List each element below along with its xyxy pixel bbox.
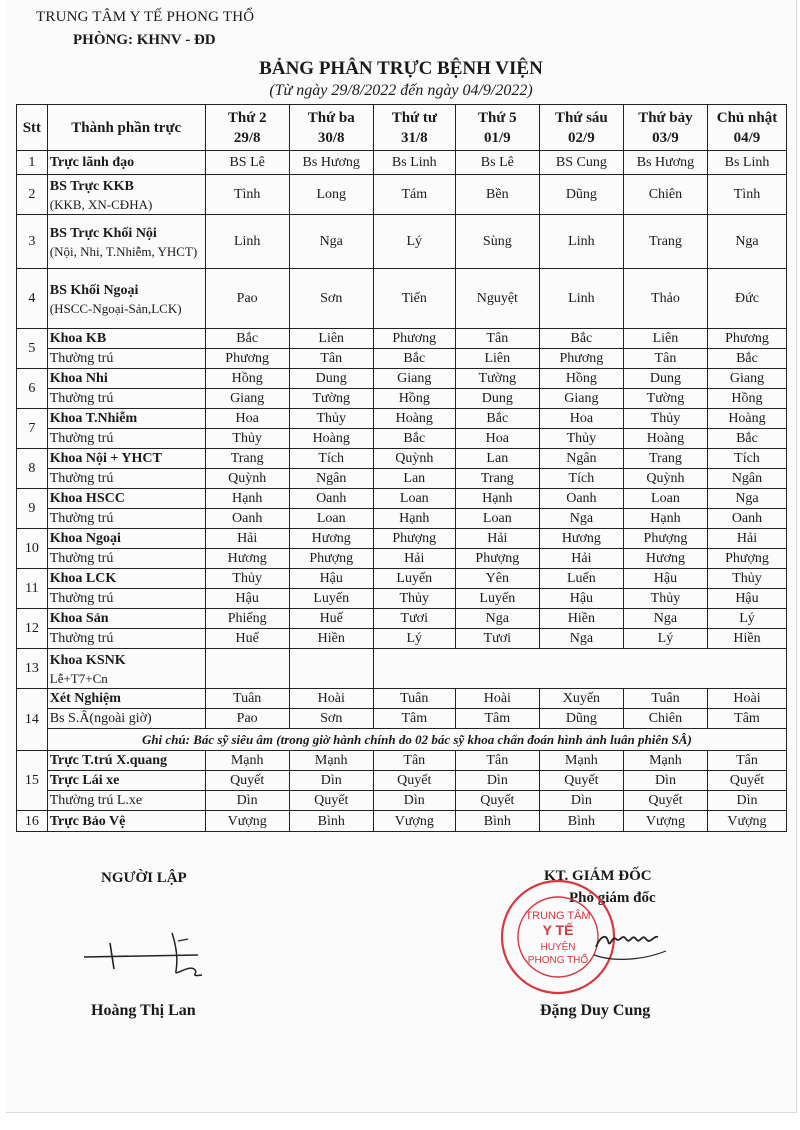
duty-cell: BS Lê bbox=[205, 151, 289, 175]
table-row bbox=[17, 389, 787, 409]
duty-cell bbox=[205, 649, 289, 689]
duty-cell: Lý bbox=[373, 629, 455, 649]
role-label: Khoa T.Nhiễm bbox=[47, 409, 205, 429]
role-label: Khoa HSCC bbox=[47, 489, 205, 509]
stt-cell: 6 bbox=[17, 369, 48, 409]
duty-cell: Lan bbox=[455, 449, 539, 469]
department-name: PHÒNG: KHNV - ĐD bbox=[73, 32, 216, 48]
duty-cell: Thủy bbox=[539, 429, 623, 449]
duty-cell: Hậu bbox=[289, 569, 373, 589]
duty-cell: Hải bbox=[455, 529, 539, 549]
duty-cell: Giang bbox=[205, 389, 289, 409]
duty-cell: Hoàng bbox=[707, 409, 786, 429]
stt-cell: 10 bbox=[17, 529, 48, 569]
duty-cell: Phượng bbox=[373, 529, 455, 549]
table-row bbox=[17, 349, 787, 369]
duty-cell: Tâm bbox=[373, 709, 455, 729]
duty-cell: Vượng bbox=[623, 811, 707, 832]
duty-cell: Oanh bbox=[205, 509, 289, 529]
duty-cell: Loan bbox=[623, 489, 707, 509]
stamp-line: TRUNG TÂM bbox=[525, 910, 591, 922]
duty-cell: Nga bbox=[539, 629, 623, 649]
duty-cell: Tuân bbox=[623, 689, 707, 709]
duty-cell: Dũng bbox=[539, 175, 623, 215]
duty-cell: Hạnh bbox=[623, 509, 707, 529]
duty-cell: Ngân bbox=[289, 469, 373, 489]
stt-cell: 12 bbox=[17, 609, 48, 649]
duty-cell: Hiền bbox=[539, 609, 623, 629]
table-row bbox=[17, 409, 787, 429]
duty-cell: Quyết bbox=[623, 791, 707, 811]
duty-cell: Bình bbox=[539, 811, 623, 832]
organization-name: TRUNG TÂM Y TẾ PHONG THỔ bbox=[36, 9, 255, 25]
duty-cell: Hiền bbox=[707, 629, 786, 649]
duty-cell: Pao bbox=[205, 709, 289, 729]
duty-cell: Thủy bbox=[623, 589, 707, 609]
duty-cell: Dìn bbox=[539, 791, 623, 811]
duty-cell: Nguyệt bbox=[455, 269, 539, 329]
duty-cell: Giang bbox=[707, 369, 786, 389]
duty-cell: Hương bbox=[623, 549, 707, 569]
day-header: Thứ 5 01/9 bbox=[455, 105, 539, 151]
duty-cell: Thủy bbox=[289, 409, 373, 429]
duty-cell: Bắc bbox=[455, 409, 539, 429]
duty-cell: Thủy bbox=[205, 569, 289, 589]
duty-cell: Hải bbox=[373, 549, 455, 569]
duty-cell: Tường bbox=[455, 369, 539, 389]
duty-cell: Luyến bbox=[455, 589, 539, 609]
duty-cell: Tuân bbox=[373, 689, 455, 709]
duty-cell: Giang bbox=[373, 369, 455, 389]
duty-cell: Bắc bbox=[539, 329, 623, 349]
role-sublabel: Thường trú bbox=[47, 549, 205, 569]
preparer-signature bbox=[76, 925, 226, 985]
duty-cell: Hậu bbox=[539, 589, 623, 609]
role-label: Trực Bảo Vệ bbox=[47, 811, 205, 832]
role-label: Khoa Nhi bbox=[47, 369, 205, 389]
preparer-title: NGƯỜI LẬP bbox=[101, 870, 187, 886]
duty-cell: Tích bbox=[539, 469, 623, 489]
stt-cell: 13 bbox=[17, 649, 48, 689]
role-sublabel: Thường trú bbox=[47, 389, 205, 409]
role-label: Trực Lái xe bbox=[47, 771, 205, 791]
duty-cell: Long bbox=[289, 175, 373, 215]
duty-cell: Bắc bbox=[373, 349, 455, 369]
duty-cell: Quyết bbox=[539, 771, 623, 791]
duty-cell: Bắc bbox=[707, 429, 786, 449]
role-label: Khoa Nội + YHCT bbox=[47, 449, 205, 469]
duty-cell: Tươi bbox=[455, 629, 539, 649]
duty-cell: Ngân bbox=[707, 469, 786, 489]
stt-cell: 11 bbox=[17, 569, 48, 609]
duty-cell: Bs Hương bbox=[289, 151, 373, 175]
role-label: BS Trực KKB (KKB, XN-CĐHA) bbox=[47, 175, 205, 215]
role-label: Trực lãnh đạo bbox=[47, 151, 205, 175]
director-title: KT. GIÁM ĐỐC bbox=[544, 868, 652, 884]
duty-cell: Hoa bbox=[455, 429, 539, 449]
role-label: Khoa KB bbox=[47, 329, 205, 349]
duty-cell: Loan bbox=[373, 489, 455, 509]
date-range: (Từ ngày 29/8/2022 đến ngày 04/9/2022) bbox=[269, 82, 533, 99]
duty-cell: Bắc bbox=[373, 429, 455, 449]
duty-cell: Mạnh bbox=[539, 751, 623, 771]
duty-cell: Phượng bbox=[289, 549, 373, 569]
duty-cell: Hậu bbox=[707, 589, 786, 609]
duty-cell: Oanh bbox=[289, 489, 373, 509]
duty-cell: Tường bbox=[623, 389, 707, 409]
duty-cell: Quỳnh bbox=[373, 449, 455, 469]
duty-cell: Hoài bbox=[289, 689, 373, 709]
table-row bbox=[17, 709, 787, 729]
duty-cell: Quyết bbox=[707, 771, 786, 791]
director-subtitle: Phó giám đốc bbox=[569, 890, 656, 906]
duty-cell: Hải bbox=[539, 549, 623, 569]
duty-cell: Trang bbox=[205, 449, 289, 469]
duty-cell: Dìn bbox=[373, 791, 455, 811]
role-label: Xét Nghiệm bbox=[47, 689, 205, 709]
stt-header: Stt bbox=[17, 105, 48, 151]
role-label: BS Trực Khối Nội (Nội, Nhi, T.Nhiễm, YHCT) bbox=[47, 215, 205, 269]
duty-cell: Linh bbox=[205, 215, 289, 269]
duty-cell: Hoàng bbox=[373, 409, 455, 429]
duty-cell: Tân bbox=[455, 329, 539, 349]
duty-cell: Nga bbox=[539, 509, 623, 529]
duty-cell: Mạnh bbox=[205, 751, 289, 771]
stamp-line: Y TẾ bbox=[542, 922, 574, 938]
stt-cell: 1 bbox=[17, 151, 48, 175]
duty-cell: Thảo bbox=[623, 269, 707, 329]
duty-cell: Vượng bbox=[707, 811, 786, 832]
duty-cell: Ngân bbox=[539, 449, 623, 469]
duty-cell: Dìn bbox=[455, 771, 539, 791]
table-row bbox=[17, 509, 787, 529]
role-label: Khoa LCK bbox=[47, 569, 205, 589]
duty-cell: Hiền bbox=[289, 629, 373, 649]
stt-cell: 14 bbox=[17, 689, 48, 751]
stt-cell: 9 bbox=[17, 489, 48, 529]
duty-cell: Loan bbox=[289, 509, 373, 529]
table-row bbox=[17, 429, 787, 449]
stt-cell: 5 bbox=[17, 329, 48, 369]
duty-cell: Đức bbox=[707, 269, 786, 329]
duty-cell: Tích bbox=[289, 449, 373, 469]
duty-cell: Liên bbox=[623, 329, 707, 349]
stt-cell: 3 bbox=[17, 215, 48, 269]
role-sublabel: Thường trú bbox=[47, 589, 205, 609]
duty-cell: Tân bbox=[289, 349, 373, 369]
stt-cell: 4 bbox=[17, 269, 48, 329]
duty-cell: Nga bbox=[707, 215, 786, 269]
stamp-line: HUYỆN bbox=[540, 942, 576, 953]
duty-cell: Quyết bbox=[455, 791, 539, 811]
table-row bbox=[17, 469, 787, 489]
duty-cell: Chiên bbox=[623, 709, 707, 729]
duty-cell: Xuyến bbox=[539, 689, 623, 709]
duty-cell: Thủy bbox=[205, 429, 289, 449]
duty-cell: Bs Lê bbox=[455, 151, 539, 175]
duty-cell: Hồng bbox=[539, 369, 623, 389]
duty-cell: Hoa bbox=[205, 409, 289, 429]
duty-cell: Huế bbox=[289, 609, 373, 629]
duty-cell: Chiên bbox=[623, 175, 707, 215]
duty-cell: Bắc bbox=[205, 329, 289, 349]
duty-cell: Loan bbox=[455, 509, 539, 529]
duty-cell: Tình bbox=[707, 175, 786, 215]
table-row bbox=[17, 449, 787, 469]
day-header: Thứ bảy 03/9 bbox=[623, 105, 707, 151]
duty-cell: Dìn bbox=[205, 791, 289, 811]
duty-cell: Phương bbox=[205, 349, 289, 369]
duty-cell: Dìn bbox=[707, 791, 786, 811]
duty-cell: Hải bbox=[205, 529, 289, 549]
duty-cell: Quyết bbox=[205, 771, 289, 791]
ultrasound-note: Ghi chú: Bác sỹ siêu âm (trong giờ hành chính do 02 bác sỹ khoa chẩn đoán hình ảnh luân phiên SÂ) bbox=[47, 729, 786, 751]
duty-cell: Tươi bbox=[373, 609, 455, 629]
duty-cell: Liên bbox=[455, 349, 539, 369]
duty-cell: Quyết bbox=[289, 791, 373, 811]
table-row bbox=[17, 629, 787, 649]
duty-cell: Bình bbox=[455, 811, 539, 832]
table-row bbox=[17, 329, 787, 349]
duty-cell: Quỳnh bbox=[205, 469, 289, 489]
duty-cell: Sơn bbox=[289, 709, 373, 729]
table-row bbox=[17, 689, 787, 709]
day-header: Thứ ba 30/8 bbox=[289, 105, 373, 151]
table-row bbox=[17, 529, 787, 549]
duty-cell: Thủy bbox=[707, 569, 786, 589]
duty-cell: Dìn bbox=[623, 771, 707, 791]
duty-cell: Lý bbox=[623, 629, 707, 649]
role-sublabel: Bs S.Â(ngoài giờ) bbox=[47, 709, 205, 729]
duty-cell: Tình bbox=[205, 175, 289, 215]
stt-cell: 8 bbox=[17, 449, 48, 489]
table-row bbox=[17, 151, 787, 175]
duty-cell: Hoàng bbox=[623, 429, 707, 449]
header-row bbox=[17, 105, 787, 151]
document-title: BẢNG PHÂN TRỰC BỆNH VIỆN bbox=[259, 58, 543, 79]
day-header: Thứ 2 29/8 bbox=[205, 105, 289, 151]
role-sublabel: Thường trú L.xe bbox=[47, 791, 205, 811]
table-row bbox=[17, 489, 787, 509]
duty-cell: Phượng bbox=[455, 549, 539, 569]
duty-cell: Tân bbox=[623, 349, 707, 369]
duty-cell: Linh bbox=[539, 215, 623, 269]
duty-cell: Nga bbox=[289, 215, 373, 269]
table-row bbox=[17, 569, 787, 589]
duty-cell: Hạnh bbox=[205, 489, 289, 509]
duty-cell: Huế bbox=[205, 629, 289, 649]
duty-cell: Bs Hương bbox=[623, 151, 707, 175]
duty-cell: Pao bbox=[205, 269, 289, 329]
schedule-document bbox=[6, 0, 797, 1113]
table-row bbox=[17, 549, 787, 569]
duty-cell: Mạnh bbox=[289, 751, 373, 771]
table-row bbox=[17, 175, 787, 215]
role-label: Khoa KSNK Lễ+T7+Cn bbox=[47, 649, 205, 689]
duty-cell: Hồng bbox=[205, 369, 289, 389]
duty-cell: Mạnh bbox=[623, 751, 707, 771]
duty-cell: Tâm bbox=[455, 709, 539, 729]
duty-cell: Phương bbox=[707, 329, 786, 349]
duty-cell: Giang bbox=[539, 389, 623, 409]
duty-schedule-table bbox=[16, 104, 787, 832]
table-row bbox=[17, 609, 787, 629]
duty-cell: BS Cung bbox=[539, 151, 623, 175]
role-sublabel: Thường trú bbox=[47, 349, 205, 369]
table-row bbox=[17, 751, 787, 771]
table-row bbox=[17, 369, 787, 389]
duty-cell: Hải bbox=[707, 529, 786, 549]
duty-cell bbox=[373, 649, 786, 689]
duty-cell: Luyến bbox=[289, 589, 373, 609]
role-sublabel: Thường trú bbox=[47, 469, 205, 489]
duty-cell: Luến bbox=[539, 569, 623, 589]
table-row bbox=[17, 811, 787, 832]
role-header: Thành phần trực bbox=[47, 105, 205, 151]
day-header: Thứ sáu 02/9 bbox=[539, 105, 623, 151]
duty-cell: Phượng bbox=[623, 529, 707, 549]
duty-cell: Hương bbox=[205, 549, 289, 569]
duty-cell: Tân bbox=[455, 751, 539, 771]
table-row bbox=[17, 215, 787, 269]
table-row bbox=[17, 269, 787, 329]
duty-cell: Thủy bbox=[373, 589, 455, 609]
table-row bbox=[17, 791, 787, 811]
duty-cell: Oanh bbox=[539, 489, 623, 509]
duty-cell: Phương bbox=[373, 329, 455, 349]
duty-cell: Lý bbox=[373, 215, 455, 269]
duty-cell: Quyết bbox=[373, 771, 455, 791]
role-sublabel: Thường trú bbox=[47, 509, 205, 529]
duty-cell: Nga bbox=[707, 489, 786, 509]
role-label: Trực T.trú X.quang bbox=[47, 751, 205, 771]
duty-cell: Thủy bbox=[623, 409, 707, 429]
duty-cell bbox=[289, 649, 373, 689]
duty-cell: Hoa bbox=[539, 409, 623, 429]
table-row bbox=[17, 649, 787, 689]
duty-cell: Tâm bbox=[707, 709, 786, 729]
duty-cell: Luyến bbox=[373, 569, 455, 589]
duty-cell: Trang bbox=[623, 215, 707, 269]
stt-cell: 16 bbox=[17, 811, 48, 832]
duty-cell: Dìn bbox=[289, 771, 373, 791]
duty-cell: Trang bbox=[455, 469, 539, 489]
duty-cell: Dũng bbox=[539, 709, 623, 729]
duty-cell: Nga bbox=[623, 609, 707, 629]
stamp-line: PHONG THỔ bbox=[527, 955, 589, 966]
preparer-name: Hoàng Thị Lan bbox=[91, 1002, 196, 1019]
stt-cell: 7 bbox=[17, 409, 48, 449]
stt-cell: 15 bbox=[17, 751, 48, 811]
duty-cell: Linh bbox=[539, 269, 623, 329]
duty-cell: Hoài bbox=[455, 689, 539, 709]
duty-cell: Dung bbox=[623, 369, 707, 389]
duty-cell: Nga bbox=[455, 609, 539, 629]
role-sublabel: Thường trú bbox=[47, 629, 205, 649]
day-header: Thứ tư 31/8 bbox=[373, 105, 455, 151]
duty-cell: Tân bbox=[373, 751, 455, 771]
duty-cell: Phượng bbox=[707, 549, 786, 569]
duty-cell: Lý bbox=[707, 609, 786, 629]
stt-cell: 2 bbox=[17, 175, 48, 215]
official-stamp bbox=[496, 875, 696, 1000]
role-label: BS Khối Ngoại (HSCC-Ngoại-Sản,LCK) bbox=[47, 269, 205, 329]
duty-cell: Hoàng bbox=[289, 429, 373, 449]
duty-cell: Hương bbox=[539, 529, 623, 549]
director-name: Đặng Duy Cung bbox=[540, 1002, 651, 1019]
duty-cell: Trang bbox=[623, 449, 707, 469]
duty-cell: Dung bbox=[455, 389, 539, 409]
role-sublabel: Thường trú bbox=[47, 429, 205, 449]
duty-cell: Hạnh bbox=[455, 489, 539, 509]
duty-cell: Yên bbox=[455, 569, 539, 589]
duty-cell: Tám bbox=[373, 175, 455, 215]
duty-cell: Phiếng bbox=[205, 609, 289, 629]
duty-cell: Bình bbox=[289, 811, 373, 832]
duty-cell: Bắc bbox=[707, 349, 786, 369]
table-row bbox=[17, 729, 787, 751]
table-row bbox=[17, 771, 787, 791]
duty-cell: Hồng bbox=[707, 389, 786, 409]
table-row bbox=[17, 589, 787, 609]
duty-cell: Sơn bbox=[289, 269, 373, 329]
duty-cell: Hậu bbox=[623, 569, 707, 589]
role-label: Khoa Sản bbox=[47, 609, 205, 629]
duty-cell: Sùng bbox=[455, 215, 539, 269]
duty-cell: Bs Linh bbox=[707, 151, 786, 175]
duty-cell: Bs Linh bbox=[373, 151, 455, 175]
duty-cell: Tiến bbox=[373, 269, 455, 329]
duty-cell: Tuân bbox=[205, 689, 289, 709]
duty-cell: Phương bbox=[539, 349, 623, 369]
duty-cell: Quỳnh bbox=[623, 469, 707, 489]
duty-cell: Vượng bbox=[373, 811, 455, 832]
duty-cell: Hạnh bbox=[373, 509, 455, 529]
duty-cell: Bền bbox=[455, 175, 539, 215]
duty-cell: Tân bbox=[707, 751, 786, 771]
duty-cell: Tích bbox=[707, 449, 786, 469]
duty-cell: Hồng bbox=[373, 389, 455, 409]
duty-cell: Dung bbox=[289, 369, 373, 389]
role-label: Khoa Ngoại bbox=[47, 529, 205, 549]
duty-cell: Lan bbox=[373, 469, 455, 489]
duty-cell: Tường bbox=[289, 389, 373, 409]
duty-cell: Hoài bbox=[707, 689, 786, 709]
duty-cell: Liên bbox=[289, 329, 373, 349]
duty-cell: Vượng bbox=[205, 811, 289, 832]
day-header: Chủ nhật 04/9 bbox=[707, 105, 786, 151]
duty-cell: Hậu bbox=[205, 589, 289, 609]
duty-cell: Hương bbox=[289, 529, 373, 549]
duty-cell: Oanh bbox=[707, 509, 786, 529]
